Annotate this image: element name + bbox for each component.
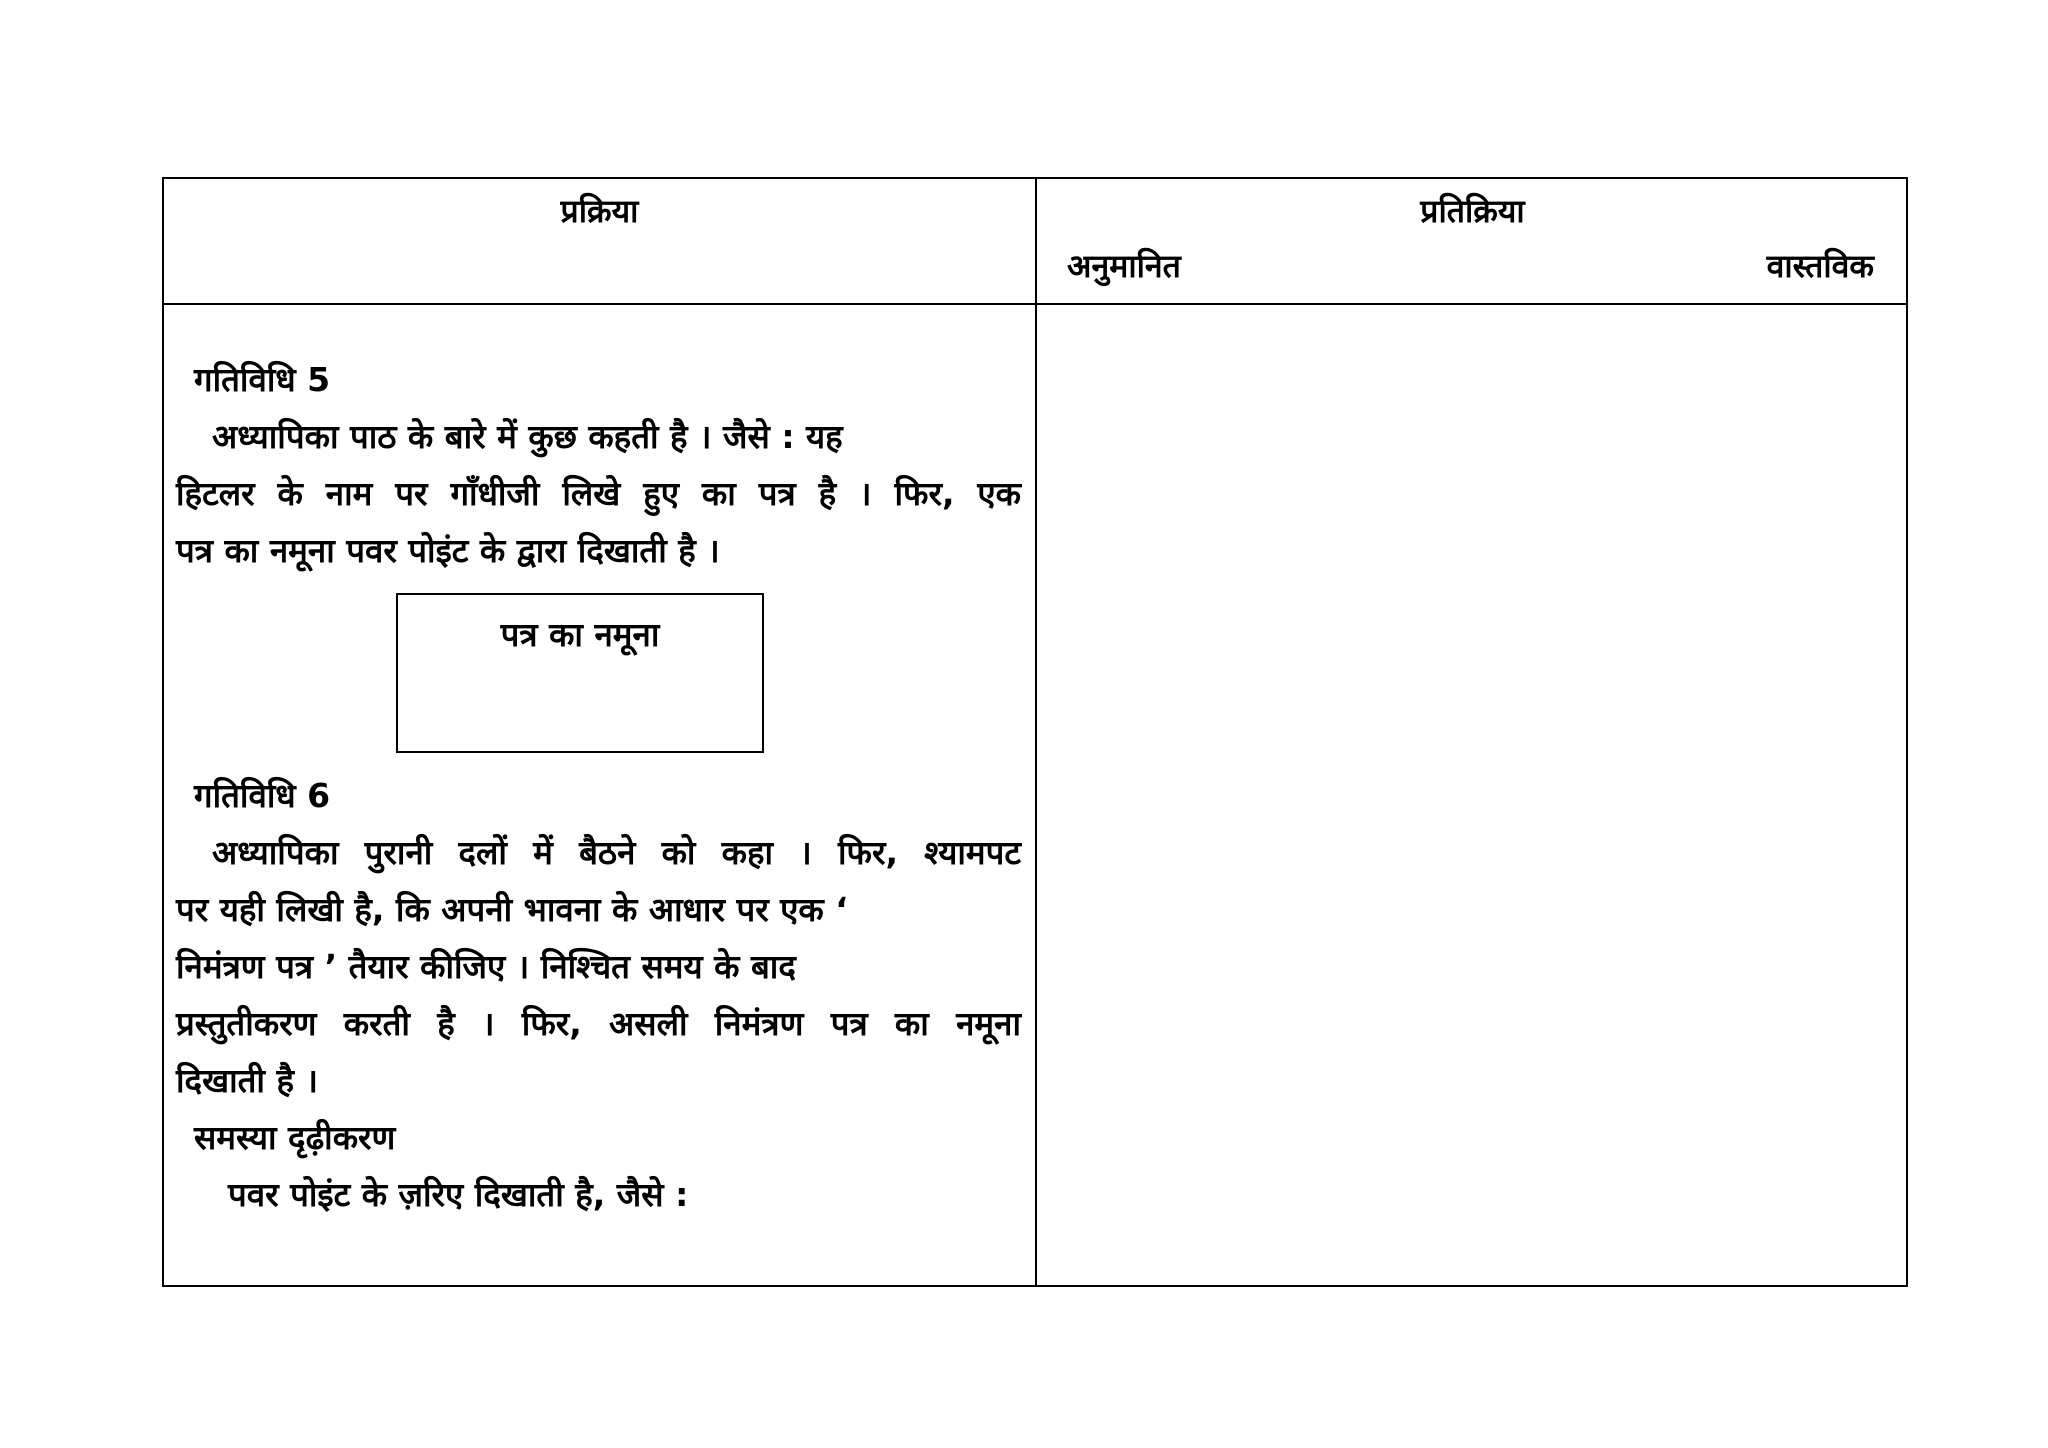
- activity6-line-5: दिखाती है ।: [176, 1061, 318, 1100]
- lesson-plan-table: [162, 177, 1908, 1287]
- letter-sample-label: पत्र का नमूना: [500, 615, 660, 654]
- activity6-line-4: प्रस्तुतीकरण करती है । फिर, असली निमंत्रण पत्र का नमूना: [176, 1004, 1021, 1043]
- letter-sample-box: [396, 593, 764, 753]
- reinforcement-title: समस्या दृढ़ीकरण: [194, 1118, 396, 1157]
- column-divider: [1035, 179, 1037, 1285]
- activity6-line-3: निमंत्रण पत्र ’ तैयार कीजिए । निश्चित समय के बाद: [176, 947, 796, 986]
- activity5-title: गतिविधि 5: [194, 360, 331, 399]
- activity5-line-1: अध्यापिका पाठ के बारे में कुछ कहती है । जैसे : यह: [212, 417, 843, 456]
- activity6-title: गतिविधि 6: [194, 776, 331, 815]
- reinforcement-line: पवर पोइंट के ज़रिए दिखाती है, जैसे :: [228, 1175, 689, 1214]
- header-row-divider: [164, 303, 1906, 305]
- header-estimated: अनुमानित: [1067, 247, 1181, 285]
- activity6-line-2: पर यही लिखी है, कि अपनी भावना के आधार पर एक ‘: [176, 890, 848, 929]
- process-column-content: [176, 351, 1021, 1223]
- header-actual: वास्तविक: [1766, 247, 1874, 285]
- activity5-line-3: पत्र का नमूना पवर पोइंट के द्वारा दिखाती है ।: [176, 531, 720, 570]
- activity6-line-1: अध्यापिका पुरानी दलों में बैठने को कहा । फिर, श्यामपट: [212, 833, 1021, 872]
- header-response: प्रतिक्रिया: [1420, 192, 1525, 230]
- activity5-line-2: हिटलर के नाम पर गाँधीजी लिखे हुए का पत्र है । फिर, एक: [176, 474, 1021, 513]
- header-process: प्रक्रिया: [560, 192, 639, 230]
